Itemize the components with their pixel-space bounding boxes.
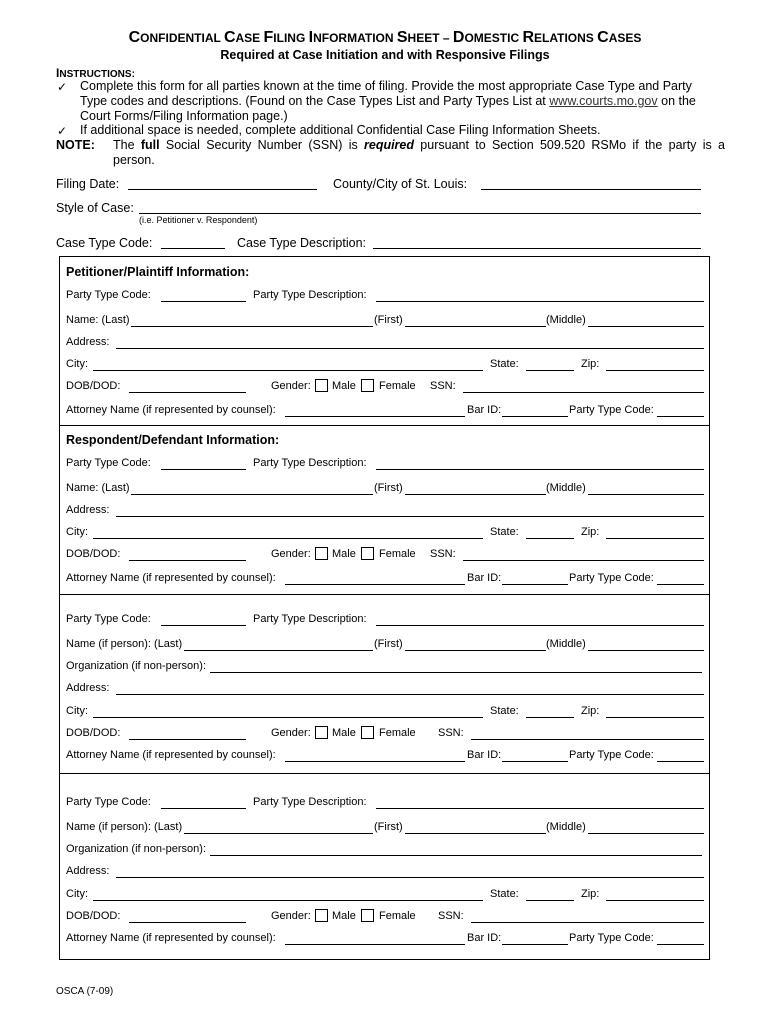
respondent-party-type-description-label: Party Type Description: [253, 457, 367, 469]
petitioner-attorney-label: Attorney Name (if represented by counsel): [66, 404, 276, 416]
party4-dob-label: DOB/DOD: [66, 910, 121, 922]
party4-attorney-party-type-code-field[interactable] [657, 944, 704, 945]
petitioner-state-field[interactable] [526, 370, 574, 371]
party4-state-field[interactable] [526, 900, 574, 901]
party3-name-last-label: Name (if person): (Last) [66, 638, 183, 650]
style-of-case-label: Style of Case: [56, 201, 134, 215]
party3-state-label: State: [490, 705, 519, 717]
petitioner-city-label: City: [66, 358, 88, 370]
respondent-address-field[interactable] [116, 516, 704, 517]
petitioner-city-field[interactable] [93, 370, 483, 371]
party3-city-field[interactable] [93, 717, 483, 718]
party4-organization-field[interactable] [210, 855, 702, 856]
party3-name-first-field[interactable] [405, 650, 546, 651]
party4-party-type-code-field[interactable] [161, 808, 246, 809]
respondent-dob-label: DOB/DOD: [66, 548, 121, 560]
respondent-gender-female-checkbox[interactable] [361, 547, 374, 560]
party3-zip-field[interactable] [606, 717, 704, 718]
respondent-bar-id-field[interactable] [502, 584, 568, 585]
petitioner-attorney-party-type-code-field[interactable] [657, 416, 704, 417]
party3-gender-male-label: Male [332, 727, 356, 739]
party4-gender-label: Gender: [271, 910, 311, 922]
party4-address-label: Address: [66, 865, 110, 877]
petitioner-name-last-field[interactable] [131, 326, 373, 327]
instruction-1-line1: Complete this form for all parties known at the time of filing. Provide the most appropriate Case Type and Party [80, 79, 692, 93]
respondent-ssn-field[interactable] [463, 560, 704, 561]
respondent-zip-field[interactable] [606, 538, 704, 539]
party3-attorney-party-type-code-label: Party Type Code: [569, 749, 654, 761]
petitioner-address-field[interactable] [116, 348, 704, 349]
petitioner-party-type-code-label: Party Type Code: [66, 289, 151, 301]
party3-ssn-label: SSN: [438, 727, 464, 739]
party4-city-field[interactable] [93, 900, 483, 901]
petitioner-title: Petitioner/Plaintiff Information: [66, 265, 250, 279]
petitioner-gender-male-checkbox[interactable] [315, 379, 328, 392]
petitioner-party-type-description-field[interactable] [376, 301, 704, 302]
form-subtitle: Required at Case Initiation and with Responsive Filings [220, 48, 550, 62]
petitioner-section [59, 256, 710, 426]
note-line2: person. [113, 153, 155, 167]
party4-city-label: City: [66, 888, 88, 900]
party4-state-label: State: [490, 888, 519, 900]
filing-date-label: Filing Date: [56, 177, 120, 191]
respondent-attorney-party-type-code-label: Party Type Code: [569, 572, 654, 584]
party-3-section [59, 594, 710, 774]
petitioner-name-middle-label: (Middle) [546, 314, 586, 326]
party3-party-type-description-label: Party Type Description: [253, 613, 367, 625]
party4-address-field[interactable] [116, 877, 704, 878]
party3-party-type-code-label: Party Type Code: [66, 613, 151, 625]
party3-party-type-code-field[interactable] [161, 625, 246, 626]
courts-link[interactable]: www.courts.mo.gov [549, 94, 658, 108]
respondent-party-type-code-label: Party Type Code: [66, 457, 151, 469]
party4-ssn-label: SSN: [438, 910, 464, 922]
respondent-state-label: State: [490, 526, 519, 538]
party4-gender-male-checkbox[interactable] [315, 909, 328, 922]
respondent-name-first-label: (First) [374, 482, 403, 494]
respondent-attorney-field[interactable] [285, 584, 465, 585]
style-of-case-hint: (i.e. Petitioner v. Respondent) [139, 215, 258, 225]
respondent-name-first-field[interactable] [405, 494, 546, 495]
petitioner-zip-field[interactable] [606, 370, 704, 371]
party4-name-last-label: Name (if person): (Last) [66, 821, 183, 833]
respondent-attorney-party-type-code-field[interactable] [657, 584, 704, 585]
party3-zip-label: Zip: [581, 705, 600, 717]
respondent-gender-label: Gender: [271, 548, 311, 560]
party3-dob-label: DOB/DOD: [66, 727, 121, 739]
party4-gender-male-label: Male [332, 910, 356, 922]
note-label: NOTE: [56, 138, 95, 152]
party4-dob-field[interactable] [129, 922, 246, 923]
party3-organization-field[interactable] [210, 672, 702, 673]
case-type-code-label: Case Type Code: [56, 236, 153, 250]
party4-attorney-field[interactable] [285, 944, 465, 945]
party3-name-last-field[interactable] [184, 650, 373, 651]
party3-address-field[interactable] [116, 694, 704, 695]
party4-zip-field[interactable] [606, 900, 704, 901]
petitioner-name-middle-field[interactable] [588, 326, 704, 327]
respondent-party-type-description-field[interactable] [376, 469, 704, 470]
party4-bar-id-label: Bar ID: [467, 932, 502, 944]
petitioner-gender-male-label: Male [332, 380, 356, 392]
respondent-section [59, 425, 710, 595]
respondent-title: Respondent/Defendant Information: [66, 433, 280, 447]
instruction-1-line3: Court Forms/Filing Information page.) [80, 109, 288, 123]
party3-address-label: Address: [66, 682, 110, 694]
party3-attorney-label: Attorney Name (if represented by counsel): [66, 749, 276, 761]
respondent-dob-field[interactable] [129, 560, 246, 561]
party3-party-type-description-field[interactable] [376, 625, 704, 626]
party3-gender-female-label: Female [379, 727, 416, 739]
petitioner-party-type-code-field[interactable] [161, 301, 246, 302]
petitioner-gender-label: Gender: [271, 380, 311, 392]
respondent-gender-female-label: Female [379, 548, 416, 560]
party4-name-middle-label: (Middle) [546, 821, 586, 833]
party4-gender-female-checkbox[interactable] [361, 909, 374, 922]
party4-name-first-label: (First) [374, 821, 403, 833]
respondent-city-field[interactable] [93, 538, 483, 539]
party3-attorney-party-type-code-field[interactable] [657, 761, 704, 762]
form-code: OSCA (7-09) [56, 986, 114, 997]
respondent-name-middle-label: (Middle) [546, 482, 586, 494]
party4-party-type-description-field[interactable] [376, 808, 704, 809]
petitioner-bar-id-label: Bar ID: [467, 404, 502, 416]
case-type-description-field[interactable] [373, 248, 701, 249]
petitioner-gender-female-checkbox[interactable] [361, 379, 374, 392]
party3-dob-field[interactable] [129, 739, 246, 740]
party3-bar-id-field[interactable] [502, 761, 568, 762]
respondent-name-last-field[interactable] [131, 494, 373, 495]
checkmark-icon: ✓ [57, 80, 68, 94]
petitioner-address-label: Address: [66, 336, 110, 348]
party3-state-field[interactable] [526, 717, 574, 718]
respondent-state-field[interactable] [526, 538, 574, 539]
case-type-code-field[interactable] [161, 248, 225, 249]
party4-attorney-party-type-code-label: Party Type Code: [569, 932, 654, 944]
respondent-gender-male-label: Male [332, 548, 356, 560]
petitioner-ssn-field[interactable] [463, 392, 704, 393]
party4-party-type-description-label: Party Type Description: [253, 796, 367, 808]
instruction-1-line2: Type codes and descriptions. (Found on the Case Types List and Party Types List at www.courts.mo.gov on the [80, 94, 696, 108]
party4-attorney-label: Attorney Name (if represented by counsel): [66, 932, 276, 944]
party4-zip-label: Zip: [581, 888, 600, 900]
petitioner-name-first-label: (First) [374, 314, 403, 326]
party4-bar-id-field[interactable] [502, 944, 568, 945]
case-type-description-label: Case Type Description: [237, 236, 366, 250]
party4-name-last-field[interactable] [184, 833, 373, 834]
respondent-ssn-label: SSN: [430, 548, 456, 560]
party3-city-label: City: [66, 705, 88, 717]
party3-gender-male-checkbox[interactable] [315, 726, 328, 739]
respondent-name-last-label: Name: (Last) [66, 482, 130, 494]
petitioner-gender-female-label: Female [379, 380, 416, 392]
respondent-name-middle-field[interactable] [588, 494, 704, 495]
instruction-2: If additional space is needed, complete additional Confidential Case Filing Information Sheets. [80, 123, 601, 137]
petitioner-bar-id-field[interactable] [502, 416, 568, 417]
petitioner-party-type-description-label: Party Type Description: [253, 289, 367, 301]
checkmark-icon: ✓ [57, 124, 68, 138]
party4-name-middle-field[interactable] [588, 833, 704, 834]
form-title: CONFIDENTIAL CASE FILING INFORMATION SHEET – DOMESTIC RELATIONS CASES [128, 29, 642, 46]
instructions-heading: INSTRUCTIONS: [56, 66, 135, 80]
respondent-zip-label: Zip: [581, 526, 600, 538]
petitioner-state-label: State: [490, 358, 519, 370]
party4-ssn-field[interactable] [471, 922, 704, 923]
filing-date-field[interactable] [128, 189, 317, 190]
petitioner-dob-field[interactable] [129, 392, 246, 393]
party3-name-middle-label: (Middle) [546, 638, 586, 650]
party4-party-type-code-label: Party Type Code: [66, 796, 151, 808]
petitioner-dob-label: DOB/DOD: [66, 380, 121, 392]
party3-attorney-field[interactable] [285, 761, 465, 762]
county-field[interactable] [481, 189, 701, 190]
petitioner-ssn-label: SSN: [430, 380, 456, 392]
respondent-gender-male-checkbox[interactable] [315, 547, 328, 560]
party3-organization-label: Organization (if non-person): [66, 660, 207, 672]
petitioner-attorney-party-type-code-label: Party Type Code: [569, 404, 654, 416]
party3-ssn-field[interactable] [471, 739, 704, 740]
respondent-address-label: Address: [66, 504, 110, 516]
party3-name-middle-field[interactable] [588, 650, 704, 651]
petitioner-name-first-field[interactable] [405, 326, 546, 327]
party4-gender-female-label: Female [379, 910, 416, 922]
note-text: The full Social Security Number (SSN) is required pursuant to Section 509.520 RSMo if the party is a [113, 138, 725, 152]
respondent-attorney-label: Attorney Name (if represented by counsel): [66, 572, 276, 584]
respondent-party-type-code-field[interactable] [161, 469, 246, 470]
party3-gender-female-checkbox[interactable] [361, 726, 374, 739]
respondent-bar-id-label: Bar ID: [467, 572, 502, 584]
petitioner-name-last-label: Name: (Last) [66, 314, 130, 326]
petitioner-attorney-field[interactable] [285, 416, 465, 417]
party3-name-first-label: (First) [374, 638, 403, 650]
party4-name-first-field[interactable] [405, 833, 546, 834]
party3-bar-id-label: Bar ID: [467, 749, 502, 761]
county-label: County/City of St. Louis: [333, 177, 468, 191]
respondent-city-label: City: [66, 526, 88, 538]
party4-organization-label: Organization (if non-person): [66, 843, 207, 855]
style-of-case-field[interactable] [139, 213, 701, 214]
petitioner-zip-label: Zip: [581, 358, 600, 370]
party3-gender-label: Gender: [271, 727, 311, 739]
